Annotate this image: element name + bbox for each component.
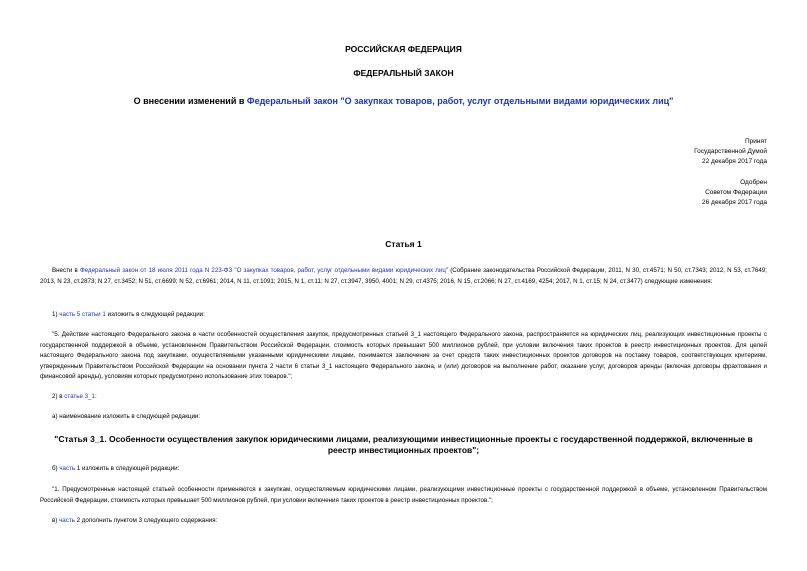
adopted-line: Принят bbox=[744, 138, 767, 145]
approved-body: Советом Федерации bbox=[705, 189, 767, 196]
item1-post: изложить в следующей редакции: bbox=[105, 311, 205, 318]
item2a-text: а) наименование изложить в следующей редакции: bbox=[52, 413, 201, 420]
item1-paragraph bbox=[40, 310, 767, 321]
item1-link[interactable]: часть 5 статьи 1 bbox=[59, 311, 106, 318]
law-title bbox=[40, 96, 767, 106]
item2b-quote bbox=[40, 485, 767, 506]
item2c-post: 2 дополнить пунктом 3 следующего содержания: bbox=[74, 517, 218, 524]
intro-post: (Собрание законодательства Российской Федерации, 2011, N 30, ст.4571; N 50, ст.7343; 2012, N 53, ст.7649; 2013, N 23, ст.2873; N 27, ст.3452; N 51, ст.6699; N 52, ст.6961; 2014, N 11, ст.1091; 2015, N 1, ст.11; N 27, ст.3947, 3950, 4001; N 29, ст.4375; 2016, N 15, ст.2066; N 27, ст.4169, 4254; 2017, N 1, ст.15; N 24, ст.3477) следующие изменения: bbox=[40, 267, 767, 285]
item2a-paragraph bbox=[40, 412, 767, 423]
approved-block bbox=[702, 178, 767, 208]
country-heading: РОССИЙСКАЯ ФЕДЕРАЦИЯ bbox=[345, 44, 462, 54]
item2b-quote-text: "1. Предусмотренные настоящей статьей особенности применяются к закупкам, осуществляемым юридическими лицами, реализующими инвестиционные проекты с государственной поддержкой в объеме, установленном Правительством Российской Федерации, стоимость которых превышает 500 миллионов рублей, при условии включения таких проектов в реестр инвестиционных проектов."; bbox=[40, 486, 767, 504]
item2-paragraph bbox=[40, 392, 767, 403]
item2c-link[interactable]: часть bbox=[59, 517, 75, 524]
law-title-prefix: О внесении изменений в bbox=[133, 96, 247, 106]
item2b-pre: б) bbox=[52, 465, 60, 472]
intro-law-link[interactable]: Федеральный закон от 18 июля 2011 года N 223-ФЗ "О закупках товаров, работ, услуг отдельными видами юридических лиц" bbox=[79, 267, 449, 274]
adopted-date: 22 декабря 2017 года bbox=[701, 158, 767, 165]
intro-pre: Внести в bbox=[52, 267, 80, 274]
adopted-body: Государственной Думой bbox=[694, 148, 767, 155]
item2c-paragraph bbox=[40, 516, 767, 527]
item2b-link[interactable]: часть bbox=[59, 465, 76, 472]
item2-pre: 2) в bbox=[52, 393, 65, 400]
article-heading: Статья 1 bbox=[385, 239, 422, 249]
law-type-heading: ФЕДЕРАЛЬНЫЙ ЗАКОН bbox=[353, 68, 454, 78]
item1-pre: 1) bbox=[52, 311, 60, 318]
intro-paragraph bbox=[40, 266, 767, 287]
item2-post: : bbox=[94, 393, 97, 400]
item2-link[interactable]: статье 3_1 bbox=[64, 393, 95, 400]
item1-quote-text: "5. Действие настоящего Федерального закона в части особенностей осуществления закупок, предусмотренных статьей 3_1 настоящего Федерального закона, распространяется на юридических лиц, реализующих инвестиционные проекты с государственной поддержкой в объеме, установленном Правительством Российской Федерации, стоимость которых превышает 500 миллионов рублей, при условии включения таких проектов в реестр инвестиционных проектов. Для целей настоящего Федерального закона под закупками, осуществляемыми указанными юридическими лицами, понимается заключение за счет средств таких инвестиционных проектов договоров на поставку товаров, соответствующих критериям, утвержденным Правительством Российской Федерации на основании пункта 2 части 6 статьи 3_1 настоящего Федерального закона, и (или) договоров на выполнение работ, оказание услуг, договоров аренды (включая договоры фрахтования и финансовой аренды), условиям которых предусмотрено использование этих товаров."; bbox=[40, 331, 767, 381]
article-3-1-title-quote: "Статья 3_1. Особенности осуществления закупок юридическими лицами, реализующими инвестиционные проекты с государственной поддержкой, включенные в реестр инвестиционных проектов"; bbox=[54, 434, 753, 455]
item1-quote bbox=[40, 330, 767, 383]
law-title-link[interactable]: Федеральный закон "О закупках товаров, работ, услуг отдельными видами юридических лиц" bbox=[246, 96, 674, 106]
adopted-block bbox=[694, 137, 767, 167]
approved-line: Одобрен bbox=[740, 179, 767, 186]
item2b-paragraph bbox=[40, 464, 767, 475]
item2b-post: 1 изложить в следующей редакции: bbox=[75, 465, 180, 472]
item2c-pre: в) bbox=[52, 517, 60, 524]
approved-date: 26 декабря 2017 года bbox=[701, 199, 767, 206]
